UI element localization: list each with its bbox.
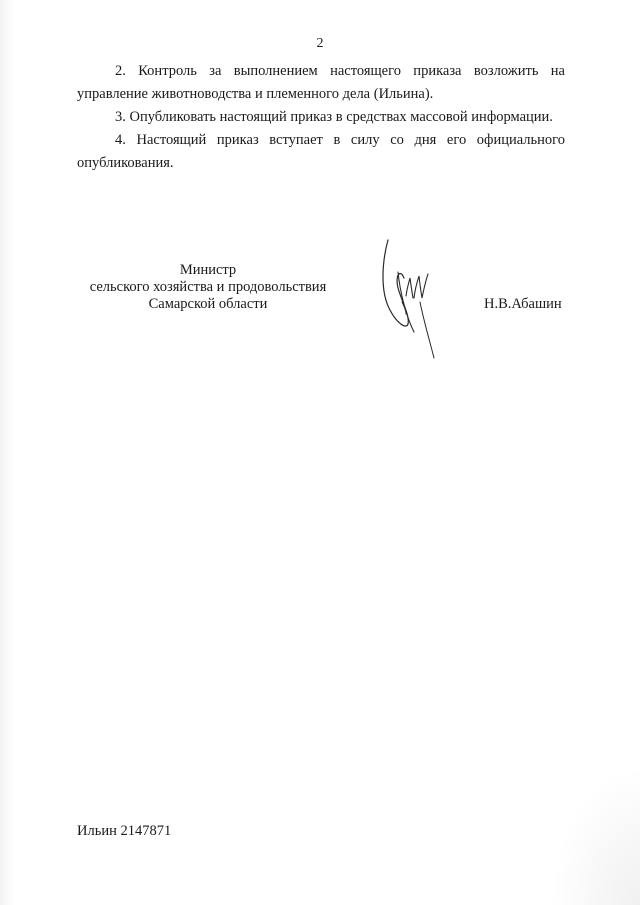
signer-name: Н.В.Абашин <box>484 296 562 312</box>
signatory-title <box>77 262 339 313</box>
paragraph-effective: 4. Настоящий приказ вступает в силу со дня его официального опубликования. <box>77 132 565 171</box>
paragraph-publish: 3. Опубликовать настоящий приказ в средствах массовой информации. <box>115 109 553 125</box>
signatory-title-line-1: Министр <box>179 262 237 278</box>
order-body <box>77 60 565 175</box>
executor-note: Ильин 2147871 <box>77 823 172 839</box>
scan-shadow-left <box>0 0 14 905</box>
page-number: 2 <box>316 36 324 51</box>
handwritten-signature <box>376 232 448 362</box>
scan-shadow-corner <box>550 765 640 905</box>
signatory-title-line-2: сельского хозяйства и продовольствия <box>89 279 327 295</box>
paragraph-control: 2. Контроль за выполнением настоящего приказа возложить на управление животноводства и племенного дела (Ильина). <box>77 63 565 102</box>
signatory-title-line-3: Самарской области <box>148 296 268 312</box>
